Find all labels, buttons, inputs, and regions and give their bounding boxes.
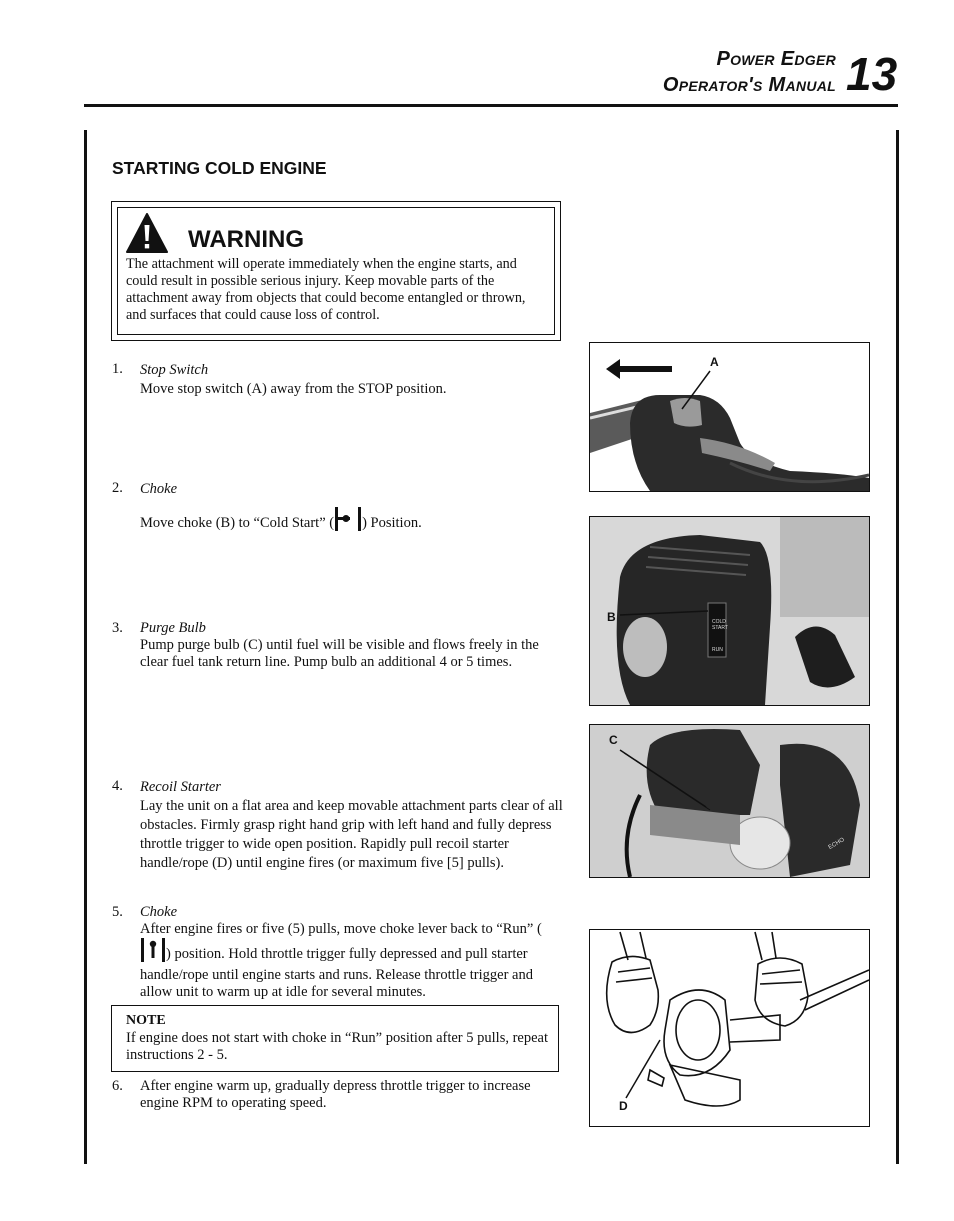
step-heading: Choke	[140, 904, 178, 920]
warning-text: The attachment will operate immediately when the engine starts, and could result in possible serious injury. Keep movable parts of the attachment away from objects that could become entangled or thrown, and surfaces that could cause loss of control.	[126, 256, 526, 323]
choke-label-run: RUN	[712, 647, 723, 653]
cold-start-choke-icon	[334, 507, 362, 537]
callout-b: B	[607, 610, 616, 624]
step-text-before: After engine fires or five (5) pulls, move choke lever back to “Run” (	[140, 921, 542, 937]
step-warm-up	[140, 1078, 565, 1112]
choke-label-cold: COLD	[712, 619, 726, 625]
run-choke-icon	[140, 938, 166, 967]
step-heading: Recoil Starter	[140, 779, 221, 795]
step-choke-run	[140, 904, 565, 1001]
step-number: 4.	[112, 778, 123, 794]
section-title: STARTING COLD ENGINE	[112, 158, 327, 178]
step-heading: Purge Bulb	[140, 620, 206, 636]
note-text: If engine does not start with choke in “Run” position after 5 pulls, repeat instructions 2 - 5.	[126, 1030, 549, 1063]
step-text-after: ) position. Hold throttle trigger fully depressed and pull starter handle/rope until engine starts and runs. Release throttle trigger and allow unit to warm up at idle for several minutes.	[140, 946, 533, 1000]
note-label: NOTE	[126, 1013, 166, 1028]
step-number: 2.	[112, 480, 123, 496]
step-text	[140, 921, 565, 1001]
step-text: After engine warm up, gradually depress throttle trigger to increase engine RPM to operating speed.	[140, 1078, 531, 1111]
figure-recoil-starter-illustration	[589, 929, 870, 1127]
right-margin-rule	[896, 130, 899, 1164]
figure-stop-switch-photo	[589, 342, 870, 492]
step-heading: Stop Switch	[140, 362, 209, 378]
step-text: Pump purge bulb (C) until fuel will be visible and flows freely in the clear fuel tank return line. Pump bulb an additional 4 or 5 times.	[140, 637, 539, 670]
step-recoil-starter	[140, 778, 565, 873]
manual-title-line2: Operator's Manual	[662, 74, 836, 96]
warning-triangle-icon	[126, 213, 168, 253]
step-stop-switch	[140, 361, 565, 398]
step-text: Move stop switch (A) away from the STOP position.	[140, 380, 447, 397]
step-text-after: ) Position.	[362, 514, 422, 531]
step-number: 5.	[112, 904, 123, 920]
manual-title	[663, 46, 836, 98]
figure-purge-bulb-photo	[589, 724, 870, 878]
brand-logo: ECHO	[827, 837, 846, 851]
figure-choke-photo	[589, 516, 870, 706]
choke-label	[712, 619, 728, 653]
left-margin-rule	[84, 130, 87, 1164]
step-number: 1.	[112, 361, 123, 377]
step-purge-bulb	[140, 620, 565, 671]
callout-a: A	[710, 355, 719, 369]
header-rule	[84, 104, 898, 107]
callout-d: D	[619, 1099, 628, 1113]
manual-title-line1: Power Edger	[716, 48, 836, 70]
step-text	[140, 507, 565, 537]
step-heading: Choke	[140, 481, 178, 497]
choke-label-start: START	[712, 625, 728, 631]
step-text-before: Move choke (B) to “Cold Start” (	[140, 514, 335, 531]
callout-c: C	[609, 733, 618, 747]
step-number: 6.	[112, 1078, 123, 1094]
warning-label: WARNING	[188, 226, 304, 253]
step-number: 3.	[112, 620, 123, 636]
step-choke-cold	[140, 480, 565, 536]
step-text: Lay the unit on a flat area and keep movable attachment parts clear of all obstacles. Firmly grasp right hand grip with left hand and fully depress throttle trigger to wide open position. Rapidly pull recoil starter handle/rope (D) until engine fires (or maximum five [5] pulls).	[140, 798, 563, 871]
page-number: 13	[846, 48, 898, 100]
